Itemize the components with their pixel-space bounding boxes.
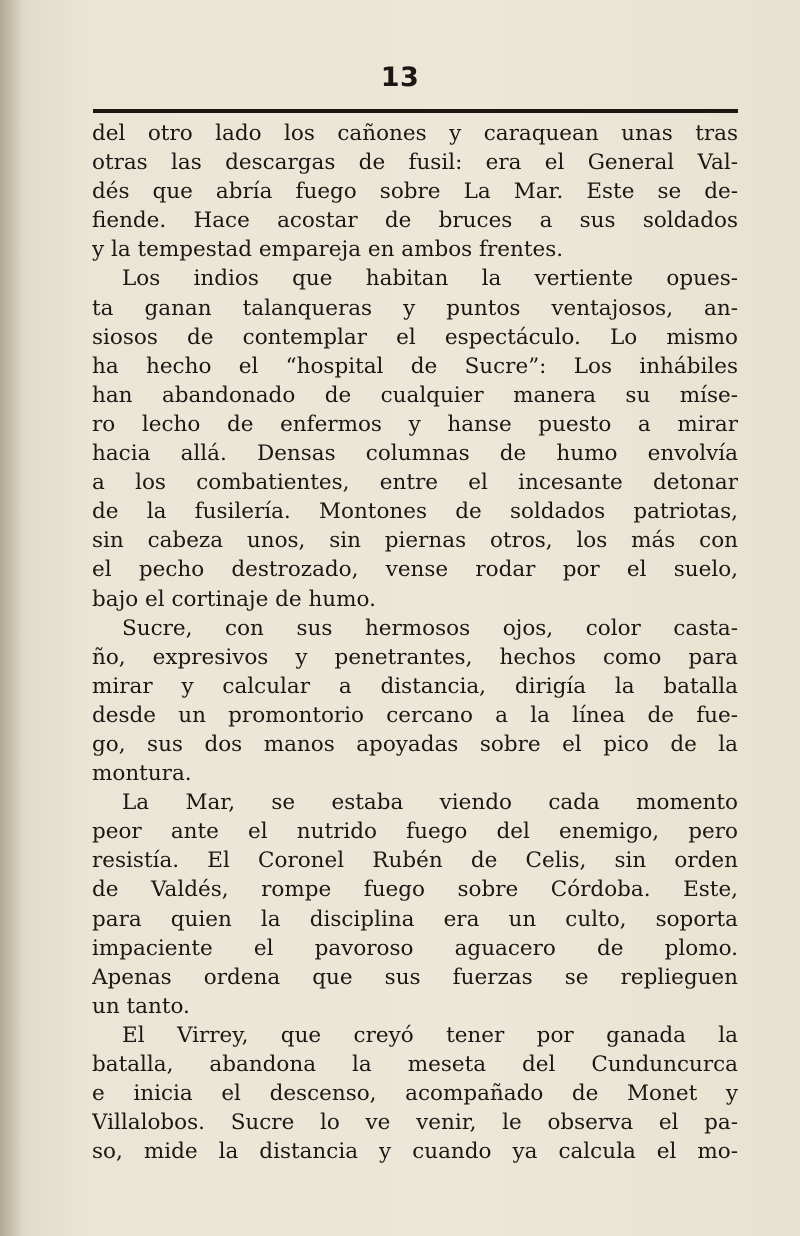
text-line: de la fusilería. Montones de soldados patriotas, [92, 499, 738, 525]
spine-shadow [0, 0, 22, 1236]
text-line: so, mide la distancia y cuando ya calcula el mo- [92, 1139, 738, 1165]
text-line: desde un promontorio cercano a la línea de fue- [92, 702, 738, 728]
text-line: el pecho destrozado, vense rodar por el suelo, [92, 557, 738, 583]
text-line: para quien la disciplina era un culto, soporta [92, 906, 738, 932]
text-line: hacia allá. Densas columnas de humo envolvía [92, 441, 738, 467]
text-line: e inicia el descenso, acompañado de Monet y [92, 1081, 738, 1107]
text-line: ño, expresivos y penetrantes, hechos como para [92, 644, 738, 670]
text-line: siosos de contemplar el espectáculo. Lo mismo [92, 324, 738, 350]
text-line: batalla, abandona la meseta del Cunduncurca [92, 1052, 738, 1077]
text-line: Los indios que habitan la vertiente opues- [122, 266, 738, 292]
text-line: de Valdés, rompe fuego sobre Córdoba. Este, [92, 877, 738, 903]
text-line: sin cabeza unos, sin piernas otros, los más con [92, 528, 738, 554]
text-line: a los combatientes, entre el incesante detonar [92, 470, 738, 496]
text-line: Sucre, con sus hermosos ojos, color casta- [122, 615, 738, 641]
text-line: impaciente el pavoroso aguacero de plomo. [92, 935, 738, 961]
text-line: go, sus dos manos apoyadas sobre el pico de la [92, 731, 738, 757]
text-line: montura. [92, 761, 192, 787]
text-line: y la tempestad empareja en ambos frentes. [92, 237, 564, 263]
text-line: un tanto. [92, 993, 190, 1019]
text-line: La Mar, se estaba viendo cada momento [122, 790, 738, 816]
text-line: fiende. Hace acostar de bruces a sus soldados [92, 208, 738, 234]
text-line: ha hecho el “hospital de Sucre”: Los inhábiles [92, 353, 738, 379]
text-line: otras las descargas de fusil: era el General Val- [92, 150, 738, 176]
text-line: bajo el cortinaje de humo. [92, 586, 376, 612]
header-rule [93, 109, 738, 113]
page-number: 13 [380, 62, 420, 93]
body-text [92, 119, 738, 1166]
text-line: ta ganan talanqueras y puntos ventajosos, an- [92, 295, 738, 321]
text-line: ro lecho de enfermos y hanse puesto a mirar [92, 411, 738, 437]
text-line: Apenas ordena que sus fuerzas se replieguen [92, 964, 738, 990]
text-line: mirar y calcular a distancia, dirigía la batalla [92, 673, 738, 699]
text-line: han abandonado de cualquier manera su míse- [92, 382, 738, 408]
text-line: El Virrey, que creyó tener por ganada la [122, 1022, 738, 1048]
text-line: dés que abría fuego sobre La Mar. Este se de- [92, 179, 738, 205]
text-line: Villalobos. Sucre lo ve venir, le observa el pa- [92, 1110, 738, 1136]
text-line: resistía. El Coronel Rubén de Celis, sin orden [92, 848, 738, 874]
text-line: peor ante el nutrido fuego del enemigo, pero [92, 819, 738, 845]
text-line: del otro lado los cañones y caraquean unas tras [92, 121, 738, 146]
